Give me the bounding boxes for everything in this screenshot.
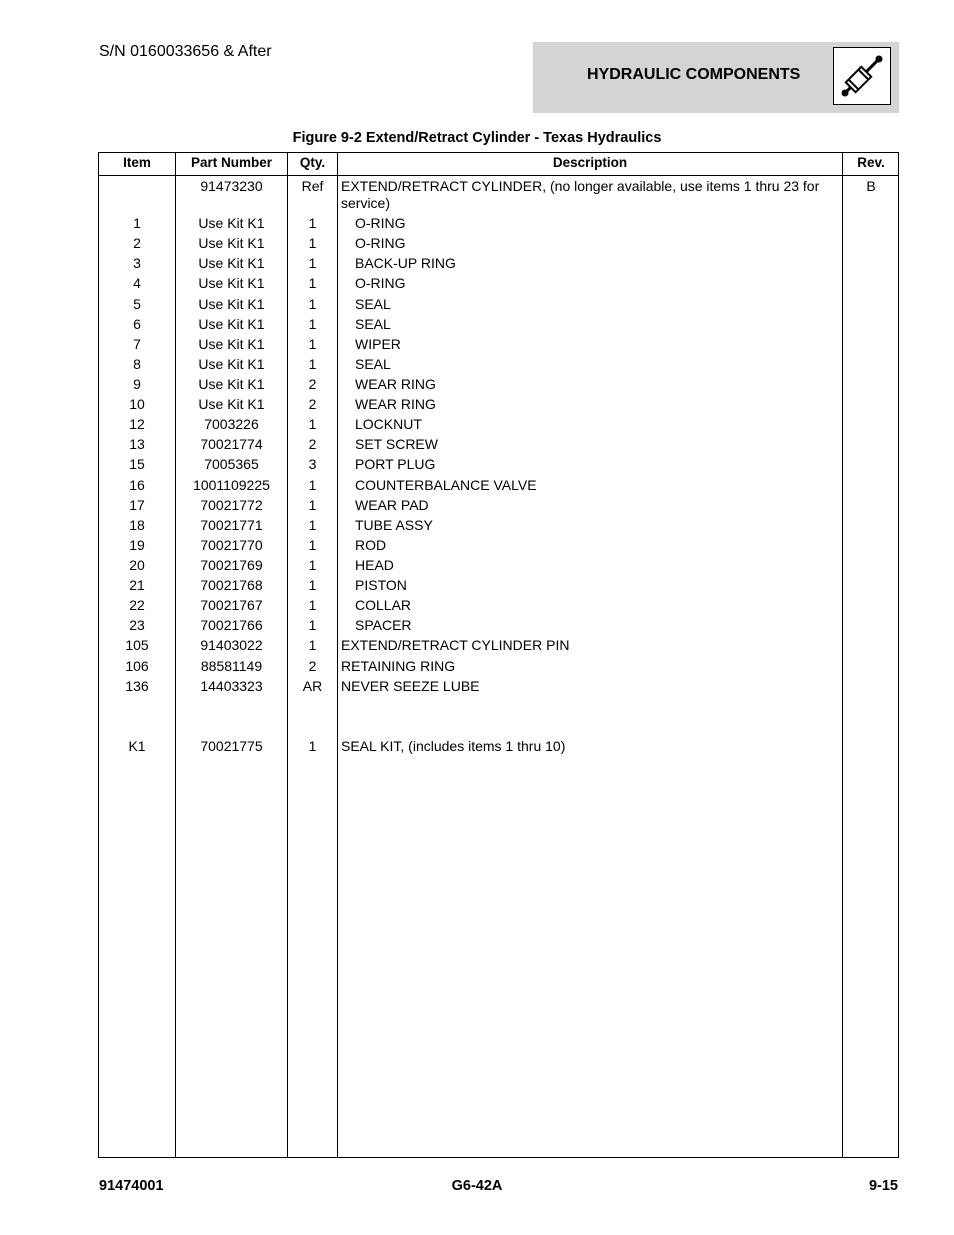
qty-cell: 1: [308, 275, 317, 291]
part-number-cell: Use Kit K1: [198, 316, 265, 332]
item-cell: 5: [133, 296, 141, 312]
part-number-cell: 70021769: [200, 557, 263, 573]
part-number-cell: 91473230: [200, 178, 263, 194]
description-cell: WEAR RING: [355, 376, 436, 392]
document-number: 91474001: [99, 1178, 164, 1194]
figure-title: Figure 9-2 Extend/Retract Cylinder - Texas Hydraulics: [292, 130, 662, 146]
part-number-cell: 7003226: [204, 416, 259, 432]
item-cell: 106: [125, 658, 149, 674]
qty-cell: 1: [308, 316, 317, 332]
item-cell: 18: [129, 517, 145, 533]
item-cell: 21: [129, 577, 145, 593]
qty-cell: 1: [308, 336, 317, 352]
qty-cell: 1: [308, 637, 317, 653]
item-cell: 2: [133, 235, 141, 251]
item-cell: 22: [129, 597, 145, 613]
description-cell: ROD: [355, 537, 387, 553]
column-header-description: Description: [552, 155, 628, 170]
part-number-cell: 70021772: [200, 497, 263, 513]
column-header-item: Item: [123, 155, 151, 170]
description-cell: NEVER SEEZE LUBE: [341, 678, 480, 694]
part-number-cell: 70021775: [200, 738, 263, 754]
part-number-cell: 70021771: [200, 517, 263, 533]
qty-cell: Ref: [301, 178, 324, 194]
description-cell: SPACER: [355, 617, 412, 633]
item-cell: 3: [133, 255, 141, 271]
part-number-cell: 70021768: [200, 577, 263, 593]
model-number: G6-42A: [451, 1178, 503, 1194]
qty-cell: 1: [308, 738, 317, 754]
item-cell: 19: [129, 537, 145, 553]
part-number-cell: Use Kit K1: [198, 255, 265, 271]
qty-cell: 1: [308, 416, 317, 432]
qty-cell: 2: [308, 658, 317, 674]
qty-cell: 1: [308, 517, 317, 533]
item-cell: 10: [129, 396, 145, 412]
page-number: 9-15: [868, 1178, 898, 1194]
qty-cell: AR: [302, 678, 323, 694]
qty-cell: 1: [308, 597, 317, 613]
part-number-cell: Use Kit K1: [198, 275, 265, 291]
part-number-cell: 7005365: [204, 456, 259, 472]
qty-cell: 1: [308, 497, 317, 513]
description-cell: O-RING: [355, 235, 406, 251]
description-cell: PORT PLUG: [355, 456, 436, 472]
serial-number: S/N 0160033656 & After: [99, 43, 272, 60]
description-cell: BACK-UP RING: [355, 255, 456, 271]
qty-cell: 1: [308, 215, 317, 231]
part-number-cell: 70021770: [200, 537, 263, 553]
part-number-cell: Use Kit K1: [198, 396, 265, 412]
column-header-part-number: Part Number: [190, 155, 273, 170]
hydraulic-cylinder-icon: [833, 47, 891, 105]
item-cell: 12: [129, 416, 145, 432]
item-cell: 17: [129, 497, 145, 513]
description-cell: SET SCREW: [355, 436, 438, 452]
description-cell: EXTEND/RETRACT CYLINDER, (no longer available, use items 1 thru 23 for service): [341, 178, 820, 211]
qty-cell: 2: [308, 396, 317, 412]
part-number-cell: 70021774: [200, 436, 263, 452]
qty-cell: 1: [308, 235, 317, 251]
part-number-cell: Use Kit K1: [198, 215, 265, 231]
column-header-qty: Qty.: [299, 155, 326, 170]
item-cell: 7: [133, 336, 141, 352]
item-cell: 15: [129, 456, 145, 472]
description-cell: WIPER: [355, 336, 401, 352]
description-cell: O-RING: [355, 275, 406, 291]
part-number-cell: Use Kit K1: [198, 336, 265, 352]
item-cell: 9: [133, 376, 141, 392]
item-cell: 4: [133, 275, 141, 291]
description-cell: TUBE ASSY: [355, 517, 433, 533]
qty-cell: 3: [308, 456, 317, 472]
description-cell: COLLAR: [355, 597, 412, 613]
description-cell: WEAR PAD: [355, 497, 429, 513]
column-header-rev: Rev.: [857, 155, 885, 170]
item-cell: 8: [133, 356, 141, 372]
qty-cell: 1: [308, 296, 317, 312]
qty-cell: 1: [308, 356, 317, 372]
part-number-cell: 70021767: [200, 597, 263, 613]
qty-cell: 1: [308, 577, 317, 593]
item-cell: 136: [125, 678, 149, 694]
qty-cell: 1: [308, 537, 317, 553]
item-cell: 1: [133, 215, 141, 231]
qty-cell: 1: [308, 255, 317, 271]
description-cell: HEAD: [355, 557, 394, 573]
part-number-cell: Use Kit K1: [198, 235, 265, 251]
item-cell: 6: [133, 316, 141, 332]
item-cell: 20: [129, 557, 145, 573]
description-cell: PISTON: [355, 577, 407, 593]
part-number-cell: 70021766: [200, 617, 263, 633]
description-cell: RETAINING RING: [341, 658, 456, 674]
parts-table: [98, 152, 899, 1158]
description-cell: O-RING: [355, 215, 406, 231]
description-cell: EXTEND/RETRACT CYLINDER PIN: [341, 637, 570, 653]
part-number-cell: 88581149: [200, 658, 263, 674]
qty-cell: 1: [308, 557, 317, 573]
description-cell: WEAR RING: [355, 396, 436, 412]
item-cell: 23: [129, 617, 145, 633]
description-cell: SEAL KIT, (includes items 1 thru 10): [341, 738, 566, 754]
description-cell: SEAL: [355, 296, 391, 312]
qty-cell: 2: [308, 376, 317, 392]
part-number-cell: Use Kit K1: [198, 296, 265, 312]
description-cell: LOCKNUT: [355, 416, 422, 432]
description-cell: SEAL: [355, 316, 391, 332]
rev-cell: B: [866, 178, 876, 194]
qty-cell: 1: [308, 617, 317, 633]
part-number-cell: 14403323: [200, 678, 263, 694]
item-cell: 16: [129, 477, 145, 493]
item-cell: 105: [125, 637, 149, 653]
description-cell: SEAL: [355, 356, 391, 372]
item-cell: 13: [129, 436, 145, 452]
part-number-cell: Use Kit K1: [198, 356, 265, 372]
part-number-cell: 91403022: [200, 637, 263, 653]
section-title: HYDRAULIC COMPONENTS: [587, 66, 801, 83]
description-cell: COUNTERBALANCE VALVE: [355, 477, 537, 493]
item-cell: K1: [128, 738, 146, 754]
qty-cell: 2: [308, 436, 317, 452]
part-number-cell: Use Kit K1: [198, 376, 265, 392]
part-number-cell: 1001109225: [193, 477, 270, 493]
qty-cell: 1: [308, 477, 317, 493]
